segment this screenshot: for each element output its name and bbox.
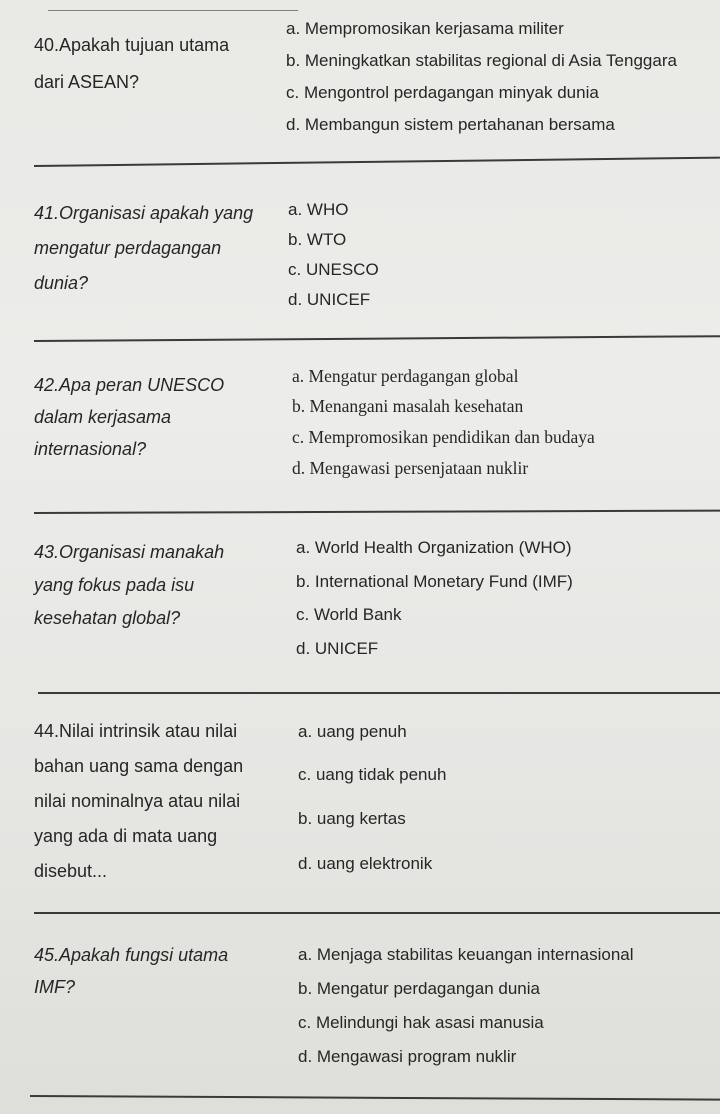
option-c: c. UNESCO: [288, 260, 379, 279]
option-d: d. uang elektronik: [298, 854, 433, 873]
divider: [34, 912, 720, 914]
divider: [34, 157, 720, 167]
question-text-line: 43.Organisasi manakah: [34, 542, 225, 562]
question-text-line: yang ada di mata uang: [34, 826, 218, 846]
option-d: d. Membangun sistem pertahanan bersama: [286, 115, 615, 134]
question-text-line: mengatur perdagangan: [34, 238, 222, 258]
question-text-line: dari ASEAN?: [34, 72, 140, 92]
option-c: c. World Bank: [296, 605, 402, 624]
question-text-line: IMF?: [34, 977, 76, 997]
question-text-line: kesehatan global?: [34, 608, 181, 628]
divider: [48, 10, 298, 11]
option-a: a. Menjaga stabilitas keuangan internasional: [298, 945, 634, 964]
question-text-line: 41.Organisasi apakah yang: [34, 203, 254, 223]
option-b: b. uang kertas: [298, 809, 406, 828]
option-b: b. WTO: [288, 230, 347, 249]
option-b: b. Mengatur perdagangan dunia: [298, 979, 540, 998]
question-text-line: bahan uang sama dengan: [34, 756, 244, 776]
option-b: b. Menangani masalah kesehatan: [292, 396, 524, 416]
divider: [38, 692, 720, 694]
option-b: b. Meningkatkan stabilitas regional di Asia Tenggara: [286, 51, 677, 70]
question-text-line: 45.Apakah fungsi utama: [34, 945, 229, 965]
question-text-line: disebut...: [34, 861, 108, 881]
option-d: d. UNICEF: [296, 639, 379, 658]
option-c: c. Mempromosikan pendidikan dan budaya: [292, 427, 595, 447]
option-d: d. UNICEF: [288, 290, 371, 309]
option-c: c. Melindungi hak asasi manusia: [298, 1013, 544, 1032]
option-d: d. Mengawasi program nuklir: [298, 1047, 517, 1066]
option-a: a. Mengatur perdagangan global: [292, 366, 519, 386]
option-c: c. Mengontrol perdagangan minyak dunia: [286, 83, 599, 102]
option-b: b. International Monetary Fund (IMF): [296, 572, 573, 591]
question-text-line: 44.Nilai intrinsik atau nilai: [34, 721, 238, 741]
option-a: a. World Health Organization (WHO): [296, 538, 572, 557]
option-a: a. Mempromosikan kerjasama militer: [286, 19, 564, 38]
question-text-line: yang fokus pada isu: [34, 575, 195, 595]
question-text-line: internasional?: [34, 439, 147, 459]
option-d: d. Mengawasi persenjataan nuklir: [292, 458, 529, 478]
divider: [34, 335, 720, 342]
question-text-line: 42.Apa peran UNESCO: [34, 375, 225, 395]
divider: [34, 510, 720, 514]
option-a: a. WHO: [288, 200, 349, 219]
option-a: a. uang penuh: [298, 722, 407, 741]
question-text-line: 40.Apakah tujuan utama: [34, 35, 230, 55]
option-c: c. uang tidak penuh: [298, 765, 447, 784]
divider: [30, 1095, 720, 1101]
question-text-line: dunia?: [34, 273, 89, 293]
question-text-line: dalam kerjasama: [34, 407, 172, 427]
question-text-line: nilai nominalnya atau nilai: [34, 791, 241, 811]
